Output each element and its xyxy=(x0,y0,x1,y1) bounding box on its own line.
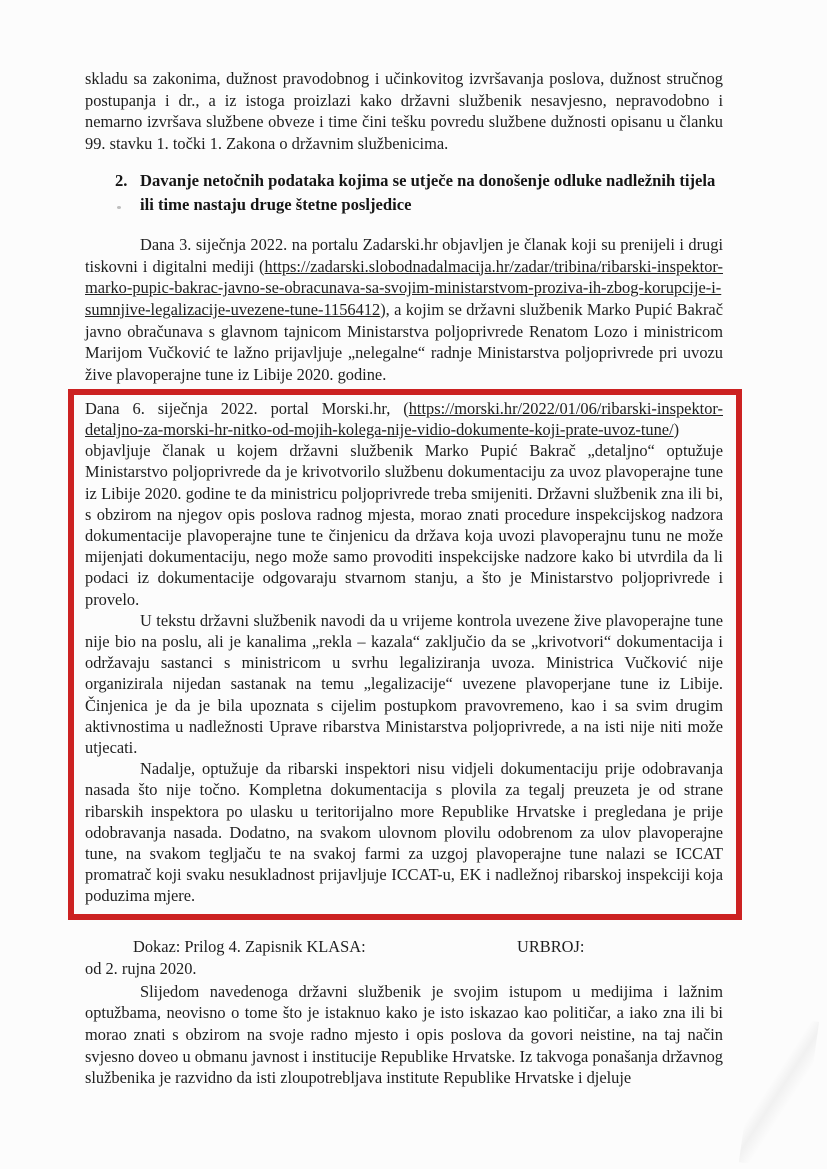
evidence-urbroj-label: URBROJ: xyxy=(517,936,585,956)
evidence-date-line: od 2. rujna 2020. xyxy=(85,959,197,979)
evidence-row xyxy=(85,936,723,959)
final-paragraph: Slijedom navedenoga državni službenik je svojim istupom u medijima i lažnim optužbama, neovisno o tome što je istaknuo kako je isto iskazao kao političar, a iako zna ili bi morao znati s obzirom na svoje radno mjesto i opis poslova da govori neistine, na taj način svjesno doveo u obmanu javnost i institucije Republike Hrvatske. Iz takvoga ponašanja državnog službenika je razvidno da isti zloupotrebljava institute Republike Hrvatske i djeluje xyxy=(85,981,723,1088)
evidence-klasa-label: Dokaz: Prilog 4. Zapisnik KLASA: xyxy=(133,936,366,956)
zadarski-paragraph xyxy=(85,234,723,386)
paragraph-text: Dana 6. siječnja 2022. portal Morski.hr, ( xyxy=(85,398,409,418)
morski-article-link[interactable]: https://morski.hr/2022/01/06/ribarski-inspektor-detaljno-za-morski-hr-nitko-od-mojih-kolega-nije-vidio-dokumente-koji-prate-uvoz-tune/ xyxy=(85,398,723,439)
intro-paragraph: skladu sa zakonima, dužnost pravodobnog i učinkovitog izvršavanja poslova, dužnost stručnog postupanja i dr., a iz istoga proizlazi kako državni službenik nesavjesno, nepravodobno i nemarno izvršava službene obveze i time čini tešku povredu službene dužnosti opisanu u članku 99. stavku 1. točki 1. Zakona o državnim službenicima. xyxy=(85,69,723,154)
paragraph-text: ), a kojim se državni službenik Marko Pupić Bakrač javno obračunava s glavnom tajnicom Ministarstva poljoprivrede Renatom Lozo i ministricom Marijom Vučković te lažno prijavljuje „nelegalne“ radnje Ministarstva poljoprivrede pri uvozu žive plavoperajne tune iz Libije 2020. godine. xyxy=(85,299,723,385)
section-heading xyxy=(85,169,723,217)
section-number: 2. xyxy=(115,170,128,190)
highlighted-paragraph-3: Nadalje, optužuje da ribarski inspektori nisu vidjeli dokumentaciju prije odobravanja nasada što nije točno. Kompletna dokumentacija s plovila za tegalj preuzeta je od strane ribarskih inspektora po ulasku u teritorijalno more Republike Hrvatske i pregledana je prije odobravanja nasada. Dodatno, na svakom ulovnom plovilu odobrenom za ulov plavoperajne tune, na svakom tegljaču te na svakoj farmi za uzgoj plavoperajne tune nalazi se ICCAT promatrač koji svaku nesukladnost prijavljuje ICCAT-u, EK i nadležnoj ribarskoj inspekciji koja poduzima mjere. xyxy=(85,759,723,906)
red-highlight-box xyxy=(68,389,742,920)
morski-paragraph xyxy=(85,398,723,610)
paragraph-text: ) objavljuje članak u kojem državni službenik Marko Pupić Bakrač „detaljno“ optužuje Ministarstvo poljoprivrede da je krivotvorilo službenu dokumentaciju za uvoz plavoperajne tune iz Libije 2020. godine te da ministricu poljoprivrede treba smijeniti. Državni službenik zna ili bi, s obzirom na njegov opis poslova radnog mjesta, morao znati procedure inspekcijskog nadzora dokumentacije plavoperajne tune te činjenicu da država koja uvozi plavoperajnu tunu ne može mijenjati dokumentaciju, nego može samo provoditi inspekcijske nadzore kako bi utvrdila da li podaci iz dokumentacije odgovaraju stvarnom stanju, a što je Ministarstvo poljoprivrede i provelo. xyxy=(85,419,723,609)
paragraph-text: Dana 3. siječnja 2022. na portalu Zadarski.hr objavljen je članak koji su prenijeli i drugi tiskovni i digitalni mediji ( xyxy=(85,234,723,276)
evidence-block xyxy=(85,936,723,981)
scan-artifact-streak xyxy=(739,1014,819,1170)
zadarski-article-link[interactable]: https://zadarski.slobodnadalmacija.hr/zadar/tribina/ribarski-inspektor-marko-pupic-bakrac-javno-se-obracunava-sa-svojim-ministarstvom-proziva-ih-zbog-korupcije-i-sumnjive-legalizacije-uvezene-tune-1156412 xyxy=(85,256,723,319)
section-title: Davanje netočnih podataka kojima se utječe na donošenje odluke nadležnih tijela ili time nastaju druge štetne posljedice xyxy=(140,170,716,214)
scanned-document-page xyxy=(85,68,723,1089)
highlighted-paragraph-2: U tekstu državni službenik navodi da u vrijeme kontrola uvezene žive plavoperajne tune nije bio na poslu, ali je kanalima „rekla – kazala“ zaključio da se „krivotvori“ dokumentacija i održavaju sastanci s ministricom u svrhu legaliziranja uvoza. Ministrica Vučković nije organizirala nijedan sastanak na temu „legalizacije“ uvezene plavoperjane tune iz Libije. Činjenica je da je bila upoznata s cijelim postupkom pravovremeno, kao i sa svim drugim aktivnostima u nadležnosti Uprave ribarstva Ministarstva poljoprivrede, a na isti nije niti može utjecati. xyxy=(85,610,723,757)
scan-artifact-dot xyxy=(117,206,121,209)
